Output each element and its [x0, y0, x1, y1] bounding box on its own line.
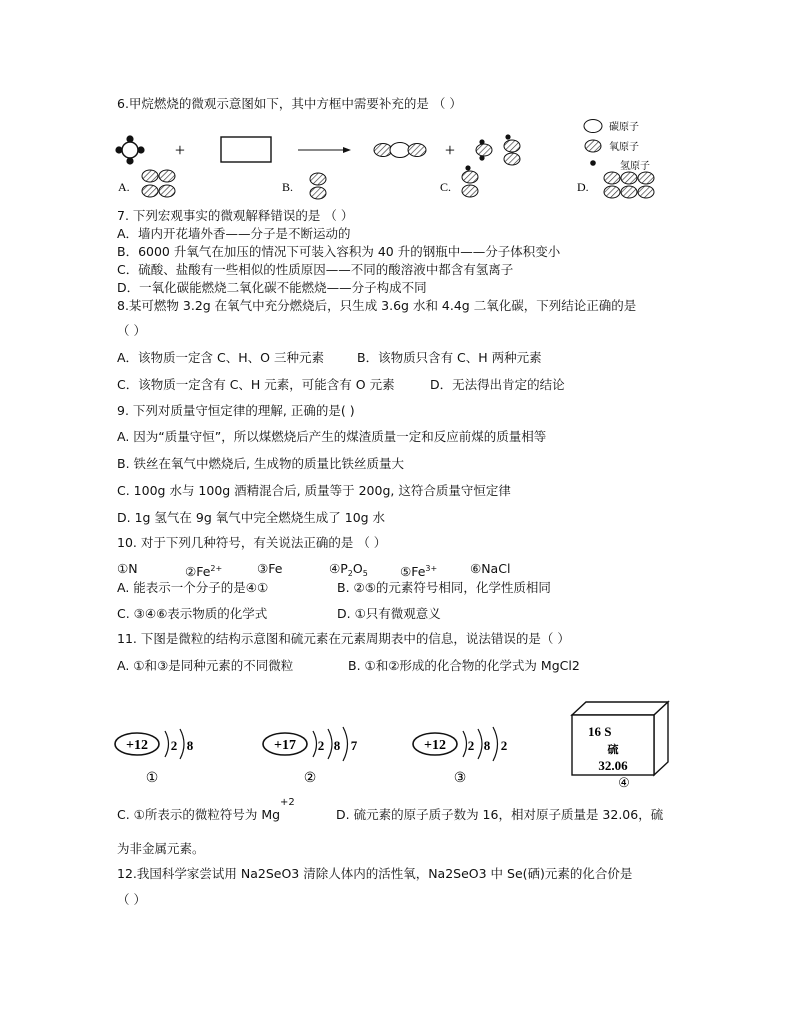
svg-text:B.: B.: [282, 180, 294, 194]
atom-structure-2: [260, 722, 380, 788]
atom-structure-3: [410, 722, 530, 788]
q7-option-b: B．6000 升氧气在加压的情况下可装入容积为 40 升的钢瓶中——分子体积变小: [117, 244, 561, 259]
svg-text:①: ①: [145, 771, 159, 786]
svg-text:2: 2: [170, 738, 178, 753]
q6-stem: 6.甲烷燃烧的微观示意图如下，其中方框中需要补充的是 （ ）: [117, 96, 462, 111]
q10-symbol-4: $④P_2O_5$: [329, 561, 368, 578]
q8-option-a: A．该物质一定含 C、H、O 三种元素: [117, 350, 324, 365]
svg-text:④: ④: [618, 775, 630, 790]
q10-symbol-6: ⑥NaCl: [470, 561, 511, 576]
svg-text:2: 2: [317, 738, 325, 753]
q10-stem: 10. 对于下列几种符号，有关说法正确的是 （ ）: [117, 535, 387, 550]
q11-option-c-superscript: +2: [280, 797, 295, 808]
q11-option-c: C. ①所表示的微粒符号为 Mg: [117, 807, 281, 822]
q7-option-d: D．一氧化碳能燃烧二氧化碳不能燃烧——分子构成不同: [117, 280, 427, 295]
svg-text:2: 2: [467, 738, 475, 753]
water-molecule-icon: [504, 134, 520, 165]
q8-stem: 8.某可燃物 3.2g 在氧气中充分燃烧后，只生成 3.6g 水和 4.4g 二氧化碳，下列结论正确的是: [117, 298, 637, 313]
co2-molecule-icon: [374, 143, 426, 158]
svg-text:D.: D.: [577, 180, 589, 194]
svg-text:2: 2: [500, 738, 508, 753]
q6-reaction-diagram: [110, 115, 690, 205]
q11-option-b: B. ①和②形成的化合物的化学式为 MgCl2: [348, 658, 580, 673]
svg-text:氢原子: 氢原子: [620, 161, 650, 172]
q10-symbol-2: $②Fe^{2+}$: [185, 564, 223, 579]
svg-text:8: 8: [186, 738, 194, 753]
svg-text:③: ③: [453, 771, 467, 786]
q10-option-d: D. ①只有微观意义: [337, 606, 441, 621]
q9-option-d: D. 1g 氢气在 9g 氧气中完全燃烧生成了 10g 水: [117, 510, 386, 525]
sulfur-element-box: [564, 700, 674, 792]
q7-option-c: C．硫酸、盐酸有一些相似的性质原因——不同的酸溶液中都含有氢离子: [117, 262, 514, 277]
q7-option-a: A．墙内开花墙外香——分子是不断运动的: [117, 226, 351, 241]
q11-option-a: A. ①和③是同种元素的不同微粒: [117, 658, 294, 673]
q11-option-d: D. 硫元素的原子质子数为 16，相对原子质量是 32.06，硫: [336, 807, 664, 822]
svg-text:②: ②: [303, 771, 317, 786]
blank-box: [221, 137, 271, 162]
q8-option-b: B．该物质只含有 C、H 两种元素: [357, 350, 542, 365]
q8-option-d: D．无法得出肯定的结论: [430, 377, 565, 392]
q9-stem: 9. 下列对质量守恒定律的理解, 正确的是( ): [117, 403, 355, 418]
q9-option-c: C. 100g 水与 100g 酒精混合后, 质量等于 200g, 这符合质量守恒定律: [117, 483, 511, 498]
q8-paren: （ ）: [117, 323, 146, 338]
q11-stem: 11. 下图是微粒的结构示意图和硫元素在元素周期表中的信息，说法错误的是（ ）: [117, 631, 570, 646]
svg-text:+: +: [174, 140, 186, 160]
option-d-icon: [604, 172, 654, 198]
q10-symbol-3: ③Fe: [257, 561, 283, 576]
q10-option-c: C. ③④⑥表示物质的化学式: [117, 606, 268, 621]
svg-text:32.06: 32.06: [598, 758, 628, 773]
svg-text:+17: +17: [274, 738, 296, 753]
svg-text:8: 8: [333, 738, 341, 753]
legend: [584, 120, 650, 173]
q10-symbol-5: $⑤Fe^{3+}$: [400, 564, 438, 579]
svg-text:16 S: 16 S: [588, 724, 612, 739]
q12-paren: （ ）: [117, 892, 146, 907]
q10-option-b: B. ②⑤的元素符号相同，化学性质相同: [337, 580, 551, 595]
q12-stem: 12.我国科学家尝试用 Na2SeO3 清除人体内的活性氧，Na2SeO3 中 Se(硒)元素的化合价是: [117, 866, 633, 881]
atom-structure-1: [112, 722, 222, 788]
svg-text:碳原子: 碳原子: [609, 122, 639, 133]
svg-text:硫: 硫: [607, 743, 619, 756]
q10-option-a: A. 能表示一个分子的是④①: [117, 580, 269, 595]
q9-option-b: B. 铁丝在氧气中燃烧后, 生成物的质量比铁丝质量大: [117, 456, 404, 471]
svg-text:A.: A.: [118, 180, 130, 194]
svg-text:8: 8: [483, 738, 491, 753]
svg-text:+12: +12: [424, 738, 446, 753]
svg-text:7: 7: [350, 738, 358, 753]
svg-text:氧原子: 氧原子: [609, 142, 639, 153]
q7-stem: 7. 下列宏观事实的微观解释错误的是 （ ）: [117, 208, 354, 223]
water-molecule-icon: [476, 139, 492, 160]
option-b-icon: [310, 173, 326, 199]
svg-text:+: +: [444, 140, 456, 160]
svg-text:+12: +12: [126, 738, 148, 753]
methane-molecule-icon: [115, 135, 144, 164]
svg-text:C.: C.: [440, 180, 452, 194]
option-c-icon: [462, 165, 478, 197]
q9-option-a: A. 因为“质量守恒”，所以煤燃烧后产生的煤渣质量一定和反应前煤的质量相等: [117, 429, 547, 444]
q11-option-d-continued: 为非金属元素。: [117, 841, 205, 856]
q10-symbol-1: ①N: [117, 561, 138, 576]
option-a-icon: [142, 170, 175, 197]
q8-option-c: C．该物质一定含有 C、H 元素，可能含有 O 元素: [117, 377, 395, 392]
